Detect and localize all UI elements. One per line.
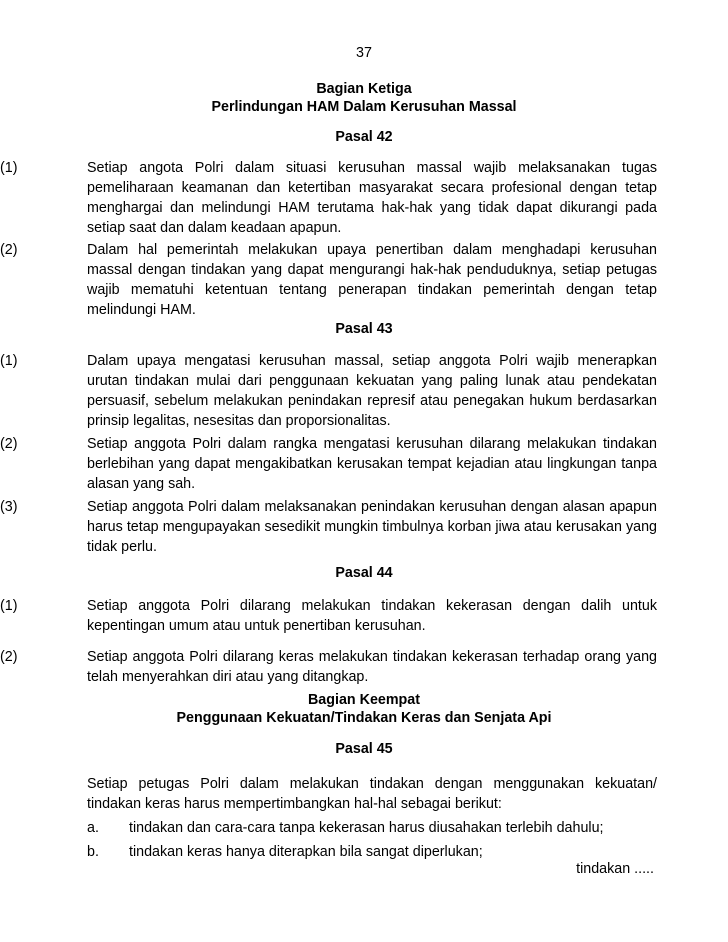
item-number: (1) xyxy=(0,353,18,369)
item-number: (2) xyxy=(0,242,18,258)
item-number: (3) xyxy=(0,499,18,515)
item-text: Setiap anggota Polri dilarang keras melakukan tindakan kekerasan terhadap orang yang telah menyerahkan diri atau yang ditangkap. xyxy=(87,649,657,685)
item-number: (2) xyxy=(0,649,18,665)
item-text: Setiap anggota Polri dalam rangka mengatasi kerusuhan dilarang melakukan tindakan berlebihan yang dapat mengakibatkan kerusakan tempat kejadian atau lingkungan tanpa alasan yang sah. xyxy=(87,436,657,492)
article-heading-pasal-45: Pasal 45 xyxy=(335,741,393,757)
section-subtitle-bagian-ketiga: Perlindungan HAM Dalam Kerusuhan Massal xyxy=(211,99,517,115)
item-number: (1) xyxy=(0,598,18,614)
item-text: Setiap angota Polri dalam situasi kerusuhan massal wajib melaksanakan tugas pemeliharaan keamanan dan ketertiban masyarakat secara profesional dengan tetap menghargai dan melindungi HAM terutama hak-hak yang tidak dapat dikurangi pada setiap saat dan dalam keadaan apapun. xyxy=(87,160,657,236)
article-heading-pasal-42: Pasal 42 xyxy=(335,129,393,145)
item-number: (1) xyxy=(0,160,18,176)
catchword: tindakan ..... xyxy=(576,861,654,877)
article-heading-pasal-43: Pasal 43 xyxy=(335,321,393,337)
item-text: Dalam hal pemerintah melakukan upaya penertiban dalam menghadapi kerusuhan massal dengan tindakan yang dapat mengurangi hak-hak penduduknya, setiap petugas wajib mematuhi ketentuan tentang penerapan tindakan pemerintah dengan tetap melindungi HAM. xyxy=(87,242,657,318)
pasal-45-intro-line-1: Setiap petugas Polri dalam melakukan tindakan dengan menggunakan kekuatan/ xyxy=(87,776,657,792)
page-number: 37 xyxy=(356,45,372,61)
pasal-45-intro-line-2: tindakan keras harus mempertimbangkan hal-hal sebagai berikut: xyxy=(87,796,502,812)
item-text: Setiap anggota Polri dalam melaksanakan penindakan kerusuhan dengan alasan apapun harus tetap mengupayakan sesedikit mungkin timbulnya korban jiwa atau kerusakan yang tidak perlu. xyxy=(87,499,657,555)
item-text: Setiap anggota Polri dilarang melakukan tindakan kekerasan dengan dalih untuk kepentingan umum atau untuk penertiban kerusuhan. xyxy=(87,598,657,634)
section-title-bagian-keempat: Bagian Keempat xyxy=(307,692,421,708)
item-letter: b. xyxy=(87,844,99,860)
item-text: Dalam upaya mengatasi kerusuhan massal, setiap anggota Polri wajib menerapkan urutan tindakan mulai dari penggunaan kekuatan yang paling lunak atau pendekatan persuasif, sebelum melakukan penindakan represif atau penegakan hukum berdasarkan prinsip legalitas, nesesitas dan proporsionalitas. xyxy=(87,353,657,429)
section-subtitle-bagian-keempat: Penggunaan Kekuatan/Tindakan Keras dan Senjata Api xyxy=(176,710,552,726)
item-text: tindakan dan cara-cara tanpa kekerasan harus diusahakan terlebih dahulu; xyxy=(129,820,604,836)
item-letter: a. xyxy=(87,820,99,836)
section-title-bagian-ketiga: Bagian Ketiga xyxy=(316,81,412,97)
item-number: (2) xyxy=(0,436,18,452)
article-heading-pasal-44: Pasal 44 xyxy=(335,565,393,581)
item-text: tindakan keras hanya diterapkan bila sangat diperlukan; xyxy=(129,844,483,860)
